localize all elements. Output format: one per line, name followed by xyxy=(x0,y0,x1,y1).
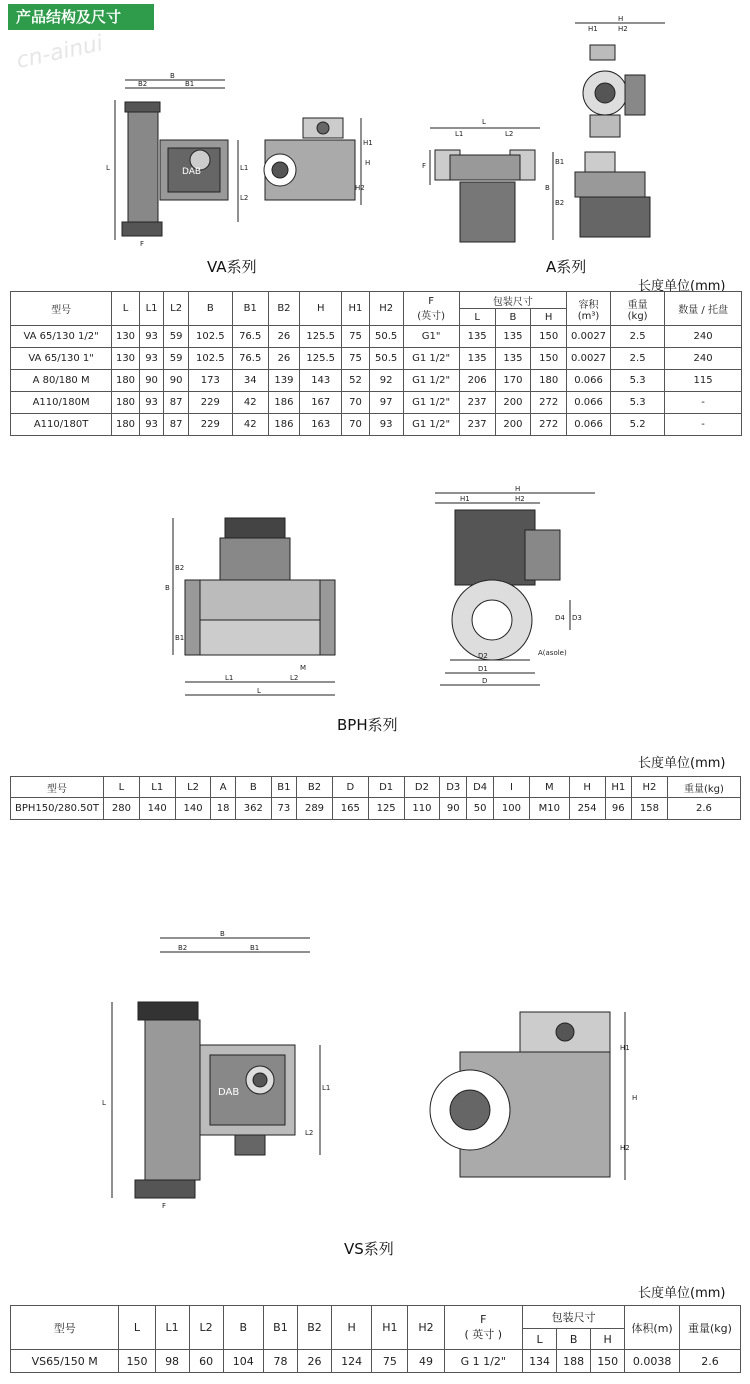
table-cell: 180 xyxy=(531,370,567,392)
table-header: D1 xyxy=(368,777,404,798)
table-cell: 90 xyxy=(440,798,467,820)
table-cell: 237 xyxy=(459,414,495,436)
header-L: L xyxy=(112,292,140,326)
dim-B: B xyxy=(170,72,175,80)
header-qty: 数量 / 托盘 xyxy=(665,292,742,326)
header-pack-H: H xyxy=(531,309,567,326)
table-cell: 0.066 xyxy=(567,392,611,414)
table-header: D3 xyxy=(440,777,467,798)
va-front-drawing xyxy=(100,70,250,250)
table-cell: 200 xyxy=(495,392,531,414)
table-cell: 150 xyxy=(119,1350,155,1373)
dim-L1: L1 xyxy=(455,130,464,138)
header-H: H xyxy=(300,292,342,326)
header-pack: 包装尺寸 xyxy=(523,1306,625,1329)
dim-B1: B1 xyxy=(175,634,185,642)
dim-M: M xyxy=(300,664,307,672)
table-cell: 102.5 xyxy=(188,326,232,348)
header-pack: 包装尺寸 xyxy=(459,292,566,309)
table-cell: 60 xyxy=(189,1350,223,1373)
header-L1: L1 xyxy=(139,292,164,326)
table-cell: BPH150/280.50T xyxy=(11,798,104,820)
table-cell: 93 xyxy=(139,392,164,414)
table-cell: 254 xyxy=(569,798,605,820)
dim-H1: H1 xyxy=(460,495,470,503)
dim-B: B xyxy=(165,584,170,592)
header-H1: H1 xyxy=(342,292,370,326)
table-cell: 240 xyxy=(665,326,742,348)
header-L2: L2 xyxy=(164,292,189,326)
dim-H2: H2 xyxy=(515,495,525,503)
dim-H1: H1 xyxy=(363,139,373,147)
table-header: A xyxy=(211,777,235,798)
table-cell: 93 xyxy=(139,414,164,436)
table-cell: 362 xyxy=(235,798,271,820)
table-cell: 150 xyxy=(531,326,567,348)
table-cell: 158 xyxy=(632,798,668,820)
table-cell: A110/180M xyxy=(11,392,112,414)
header-L: L xyxy=(119,1306,155,1350)
table-cell: 170 xyxy=(495,370,531,392)
table-cell: 188 xyxy=(557,1350,591,1373)
table-cell: 272 xyxy=(531,414,567,436)
header-B2: B2 xyxy=(268,292,300,326)
dim-D1: D1 xyxy=(478,665,488,673)
table-header: D4 xyxy=(467,777,494,798)
table-row xyxy=(11,798,741,820)
table-cell: 93 xyxy=(139,326,164,348)
table-cell: 90 xyxy=(164,370,189,392)
table-cell: 115 xyxy=(665,370,742,392)
table-cell: 272 xyxy=(531,392,567,414)
table-cell: 90 xyxy=(139,370,164,392)
unit-label-1: 长度单位(mm) xyxy=(638,279,726,294)
table-cell: 26 xyxy=(268,348,300,370)
header-volume: 体积(m) xyxy=(625,1306,680,1350)
header-L2: L2 xyxy=(189,1306,223,1350)
table-cell: 49 xyxy=(408,1350,444,1373)
table-cell: 134 xyxy=(523,1350,557,1373)
unit-label-2: 长度单位(mm) xyxy=(638,756,726,771)
table-cell: 125 xyxy=(368,798,404,820)
dim-H1: H1 xyxy=(588,25,598,33)
dim-H: H xyxy=(632,1094,638,1102)
table-header: L xyxy=(104,777,140,798)
header-pack-B: B xyxy=(557,1329,591,1350)
vs-brand-logo: DAB xyxy=(218,1087,240,1098)
table-cell: 2.6 xyxy=(679,1350,740,1373)
table-cell: 2.5 xyxy=(611,326,665,348)
dim-L1: L1 xyxy=(240,164,249,172)
dim-B1: B1 xyxy=(185,80,195,88)
dim-L2: L2 xyxy=(305,1129,314,1137)
table-cell: A 80/180 M xyxy=(11,370,112,392)
va-a-spec-table xyxy=(10,291,742,436)
table-cell: G1" xyxy=(403,326,459,348)
table-cell: 0.0038 xyxy=(625,1350,680,1373)
table-cell: G1 1/2" xyxy=(403,370,459,392)
dim-L2: L2 xyxy=(505,130,514,138)
dim-B2: B2 xyxy=(175,564,185,572)
table-row xyxy=(11,348,742,370)
header-pack-L: L xyxy=(459,309,495,326)
unit-label-3: 长度单位(mm) xyxy=(638,1286,726,1301)
dim-B2: B2 xyxy=(178,944,188,952)
header-pack-L: L xyxy=(523,1329,557,1350)
table-cell: 0.066 xyxy=(567,370,611,392)
header-weight: 重量(kg) xyxy=(679,1306,740,1350)
table-cell: M10 xyxy=(529,798,569,820)
table-cell: 130 xyxy=(112,326,140,348)
table-cell: 93 xyxy=(139,348,164,370)
table-cell: 140 xyxy=(139,798,175,820)
table-cell: 5.2 xyxy=(611,414,665,436)
dim-H: H xyxy=(618,15,624,23)
table-header: L2 xyxy=(175,777,211,798)
dim-B2: B2 xyxy=(555,199,565,207)
table-cell: - xyxy=(665,392,742,414)
header-H1: H1 xyxy=(372,1306,408,1350)
table-cell: - xyxy=(665,414,742,436)
header-H2: H2 xyxy=(369,292,403,326)
table-cell: 229 xyxy=(188,414,232,436)
header-model: 型号 xyxy=(11,1306,119,1350)
table-cell: 150 xyxy=(531,348,567,370)
header-H: H xyxy=(332,1306,372,1350)
table-cell: 2.6 xyxy=(667,798,740,820)
table-cell: 180 xyxy=(112,392,140,414)
header-model: 型号 xyxy=(11,292,112,326)
table-cell: 206 xyxy=(459,370,495,392)
table-cell: 200 xyxy=(495,414,531,436)
header-F: F (英寸) xyxy=(403,292,459,326)
dim-D4: D4 xyxy=(555,614,565,622)
table-cell: 167 xyxy=(300,392,342,414)
brand-logo: DAB xyxy=(182,167,202,177)
vs-side-drawing xyxy=(420,1010,640,1190)
dim-H: H xyxy=(365,159,371,167)
table-cell: 165 xyxy=(332,798,368,820)
dim-F: F xyxy=(422,162,427,170)
dim-H1: H1 xyxy=(620,1044,630,1052)
table-cell: 50.5 xyxy=(369,326,403,348)
table-cell: G1 1/2" xyxy=(403,414,459,436)
header-L1: L1 xyxy=(155,1306,189,1350)
table-cell: 104 xyxy=(223,1350,263,1373)
table-cell: 0.066 xyxy=(567,414,611,436)
table-cell: 150 xyxy=(591,1350,625,1373)
header-B2: B2 xyxy=(297,1306,331,1350)
table-cell: 125.5 xyxy=(300,348,342,370)
table-header: H2 xyxy=(632,777,668,798)
dim-B1: B1 xyxy=(250,944,260,952)
vs-series-label: VS系列 xyxy=(344,1240,394,1258)
table-cell: 180 xyxy=(112,414,140,436)
table-header: M xyxy=(529,777,569,798)
table-cell: VS65/150 M xyxy=(11,1350,119,1373)
asole-label: A(asole) xyxy=(538,649,567,657)
table-cell: 280 xyxy=(104,798,140,820)
table-header: B2 xyxy=(297,777,333,798)
va-side-drawing xyxy=(255,110,375,220)
table-cell: 59 xyxy=(164,326,189,348)
table-cell: 143 xyxy=(300,370,342,392)
vs-front-drawing xyxy=(100,930,340,1210)
table-cell: G 1 1/2" xyxy=(444,1350,522,1373)
table-cell: 87 xyxy=(164,392,189,414)
header-pack-H: H xyxy=(591,1329,625,1350)
table-cell: 5.3 xyxy=(611,392,665,414)
table-cell: 240 xyxy=(665,348,742,370)
dim-L: L xyxy=(257,687,261,695)
dim-L2: L2 xyxy=(240,194,249,202)
table-header: H1 xyxy=(605,777,632,798)
table-cell: 50 xyxy=(467,798,494,820)
dim-H2: H2 xyxy=(355,184,365,192)
table-cell: 50.5 xyxy=(369,348,403,370)
table-cell: 135 xyxy=(459,348,495,370)
bph-side-drawing xyxy=(430,485,600,695)
bph-front-drawing xyxy=(165,510,355,710)
dim-F: F xyxy=(162,1202,167,1210)
table-cell: 186 xyxy=(268,392,300,414)
table-row xyxy=(11,370,742,392)
table-header: D xyxy=(332,777,368,798)
table-cell: VA 65/130 1/2" xyxy=(11,326,112,348)
dim-B1: B1 xyxy=(555,158,565,166)
table-cell: 0.0027 xyxy=(567,348,611,370)
table-cell: VA 65/130 1" xyxy=(11,348,112,370)
header-pack-B: B xyxy=(495,309,531,326)
table-cell: 26 xyxy=(297,1350,331,1373)
table-cell: 75 xyxy=(372,1350,408,1373)
table-cell: 173 xyxy=(188,370,232,392)
dim-D: D xyxy=(482,677,488,685)
table-cell: 130 xyxy=(112,348,140,370)
table-cell: 34 xyxy=(232,370,268,392)
table-cell: 289 xyxy=(297,798,333,820)
table-header: D2 xyxy=(404,777,440,798)
table-cell: 98 xyxy=(155,1350,189,1373)
dim-L: L xyxy=(482,118,486,126)
table-cell: 100 xyxy=(494,798,530,820)
header-weight: 重量 (kg) xyxy=(611,292,665,326)
header-volume: 容积 (m³) xyxy=(567,292,611,326)
table-cell: 97 xyxy=(369,392,403,414)
table-cell: 5.3 xyxy=(611,370,665,392)
table-cell: 229 xyxy=(188,392,232,414)
table-row xyxy=(11,414,742,436)
table-cell: 26 xyxy=(268,326,300,348)
table-header: B1 xyxy=(271,777,296,798)
dim-D2: D2 xyxy=(478,652,488,660)
table-cell: 0.0027 xyxy=(567,326,611,348)
table-cell: 18 xyxy=(211,798,235,820)
table-header: 重量(kg) xyxy=(667,777,740,798)
dim-F: F xyxy=(140,240,145,248)
table-cell: 163 xyxy=(300,414,342,436)
table-cell: 135 xyxy=(459,326,495,348)
dim-H2: H2 xyxy=(618,25,628,33)
vs-spec-table xyxy=(10,1305,741,1373)
dim-B: B xyxy=(545,184,550,192)
section-title: 产品结构及尺寸 xyxy=(8,4,154,30)
watermark: cn-ainui xyxy=(14,31,106,74)
table-cell: 93 xyxy=(369,414,403,436)
dim-D3: D3 xyxy=(572,614,582,622)
table-header: 型号 xyxy=(11,777,104,798)
header-B1: B1 xyxy=(232,292,268,326)
table-cell: 92 xyxy=(369,370,403,392)
table-cell: 78 xyxy=(263,1350,297,1373)
dim-L: L xyxy=(102,1099,106,1107)
table-cell: 70 xyxy=(342,392,370,414)
table-cell: 70 xyxy=(342,414,370,436)
table-cell: 180 xyxy=(112,370,140,392)
dim-H2: H2 xyxy=(620,1144,630,1152)
header-B: B xyxy=(223,1306,263,1350)
bph-series-label: BPH系列 xyxy=(337,716,398,734)
table-cell: G1 1/2" xyxy=(403,392,459,414)
table-cell: A110/180T xyxy=(11,414,112,436)
table-cell: 42 xyxy=(232,392,268,414)
table-header: L1 xyxy=(139,777,175,798)
table-cell: 87 xyxy=(164,414,189,436)
table-cell: 135 xyxy=(495,348,531,370)
table-cell: 135 xyxy=(495,326,531,348)
bph-spec-table xyxy=(10,776,741,820)
table-header: B xyxy=(235,777,271,798)
table-cell: 110 xyxy=(404,798,440,820)
table-cell: 76.5 xyxy=(232,348,268,370)
table-cell: 75 xyxy=(342,326,370,348)
table-cell: 73 xyxy=(271,798,296,820)
dim-B: B xyxy=(220,930,225,938)
table-row xyxy=(11,326,742,348)
table-cell: 76.5 xyxy=(232,326,268,348)
va-series-label: VA系列 xyxy=(207,258,257,276)
dim-H: H xyxy=(515,485,521,493)
table-row xyxy=(11,392,742,414)
dim-L1: L1 xyxy=(225,674,234,682)
header-F: F ( 英寸 ) xyxy=(444,1306,522,1350)
table-cell: 96 xyxy=(605,798,632,820)
table-header: I xyxy=(494,777,530,798)
table-cell: 237 xyxy=(459,392,495,414)
a-front-drawing xyxy=(420,110,550,250)
table-cell: 102.5 xyxy=(188,348,232,370)
table-cell: 52 xyxy=(342,370,370,392)
table-cell: 140 xyxy=(175,798,211,820)
dim-B2: B2 xyxy=(138,80,148,88)
table-header: H xyxy=(569,777,605,798)
table-cell: 42 xyxy=(232,414,268,436)
header-B: B xyxy=(188,292,232,326)
a-top-drawing xyxy=(570,15,670,140)
table-cell: 75 xyxy=(342,348,370,370)
a-series-label: A系列 xyxy=(546,258,587,276)
a-bottom-drawing xyxy=(545,150,665,245)
dim-L: L xyxy=(106,164,110,172)
dim-L1: L1 xyxy=(322,1084,331,1092)
table-cell: 125.5 xyxy=(300,326,342,348)
table-row xyxy=(11,1350,741,1373)
table-cell: 59 xyxy=(164,348,189,370)
table-cell: 139 xyxy=(268,370,300,392)
table-cell: 186 xyxy=(268,414,300,436)
table-cell: G1 1/2" xyxy=(403,348,459,370)
table-cell: 2.5 xyxy=(611,348,665,370)
table-cell: 124 xyxy=(332,1350,372,1373)
header-B1: B1 xyxy=(263,1306,297,1350)
header-H2: H2 xyxy=(408,1306,444,1350)
dim-L2: L2 xyxy=(290,674,299,682)
